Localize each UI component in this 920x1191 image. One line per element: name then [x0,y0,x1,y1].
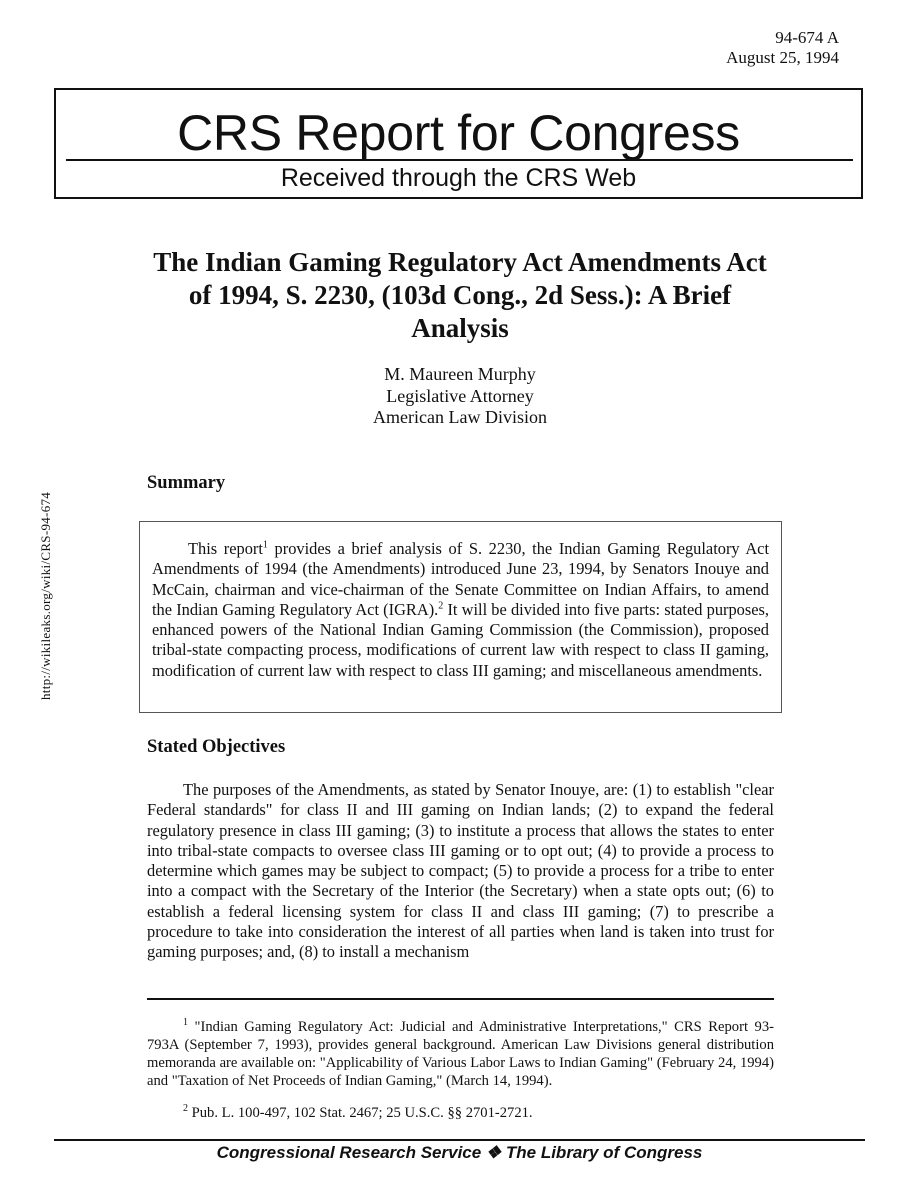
summary-text-part: provides a brief analysis of S. 2230, the Indian Gaming Regulatory Act Amendments of 1994 (the Amendments) introduced June 23, 1994, by Senators Inouye and McCain, chairman and vice-chairman of the Senate Committee on Indian Affairs, to amend the Indian Gaming Regulatory Act (IGRA). [152,539,770,619]
summary-paragraph [152,539,769,681]
author-block [146,364,774,429]
footnote-divider [147,998,774,1000]
summary-heading: Summary [147,473,226,493]
objectives-heading: Stated Objectives [147,737,286,757]
author-role: Legislative Attorney [386,385,534,406]
author-division: American Law Division [373,407,547,427]
footnote-ref-1[interactable]: 1 [262,539,268,551]
footnote-ref-2[interactable]: 2 [438,600,444,612]
banner-title: CRS Report for Congress [177,105,740,161]
footnote-2-text: Pub. L. 100-497, 102 Stat. 2467; 25 U.S.C. §§ 2701-2721. [188,1105,533,1121]
crs-banner [54,88,863,199]
report-date: August 25, 1994 [726,48,839,67]
objectives-paragraph: The purposes of the Amendments, as stated by Senator Inouye, are: (1) to establish "clear Federal standards" for class II and III gaming on Indian lands; (2) to expand the federal regulatory presence in class III gaming; (3) to institute a process that allows the states to enter into tribal-state compacts to oversee class III gaming or to opt out; (4) to provide a process to determine which games may be subject to compact; (5) to provide a process for a tribe to enter into a compact with the Secretary of the Interior (the Secretary) when a state opts out; (6) to establish a federal licensing system for class II and class III gaming; (7) to prescribe a procedure to take into consideration the interest of all parties when land is taken into trust for gaming purposes; and, (8) to install a mechanism [147,780,774,962]
footnote-1-text: "Indian Gaming Regulatory Act: Judicial and Administrative Interpretations," CRS Report 93-793A (September 7, 1993), provides general background. American Law Divisions general distribution memoranda are available on: "Applicability of Various Labor Laws to Indian Gaming" (February 24, 1994) and "Taxation of Net Proceeds of Indian Gaming," (March 14, 1994). [147,1019,774,1089]
footnote-2-number: 2 [183,1103,188,1115]
document-title: The Indian Gaming Regulatory Act Amendments Act of 1994, S. 2230, (103d Cong., 2d Sess.): A Brief Analysis [153,247,767,343]
report-identifier [726,28,839,68]
page-footer: Congressional Research Service ❖ The Library of Congress [216,1143,703,1162]
report-number: 94-674 A [775,28,839,47]
summary-text-part: It will be divided into five parts: stated purposes, enhanced powers of the National Indian Gaming Commission (the Commission), proposed tribal-state compacting process, modifications of current law with respect to class II gaming, modification of current law with respect to class III gaming; and miscellaneous amendments. [152,599,769,680]
footer-divider [54,1139,865,1141]
banner-divider [66,159,853,161]
footnote-1 [147,1018,774,1090]
banner-subtitle: Received through the CRS Web [280,164,637,192]
footnote-2 [147,1104,774,1122]
footnote-1-number: 1 [183,1017,188,1029]
side-source-url: http://wikileaks.org/wiki/CRS-94-674 [38,491,53,700]
author-name: M. Maureen Murphy [384,364,536,384]
summary-text-part: This report [188,539,263,558]
